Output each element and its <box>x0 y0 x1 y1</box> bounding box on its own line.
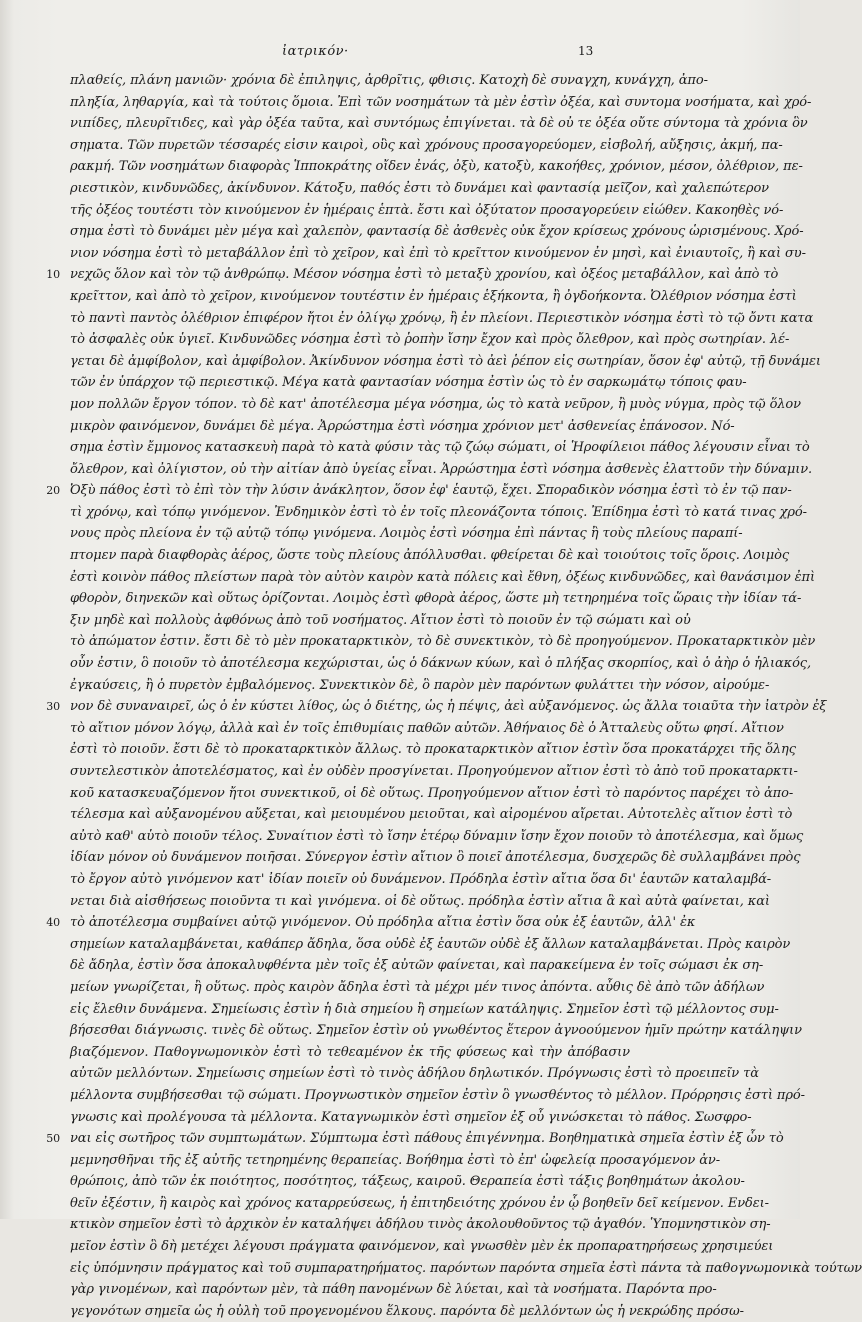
line-text: φθορὸν, διηνεκῶν καὶ οὕτως ὁρίζονται. Λοιμὸς ἐστὶ φθορὰ ἀέρος, ὥστε μὴ τετηρημένα τοῖς ὥραις τὴν ἰδίαν τά- <box>70 591 802 607</box>
line-text: αὐτῶν μελλόντων. Σημείωσις σημείων ἐστὶ τὸ τινὸς ἀδήλου δηλωτικόν. Πρόγνωσις ἐστὶ τὸ προειπεῖν τὰ <box>70 1066 759 1082</box>
line-text: τὸ ἀποτέλεσμα συμβαίνει αὐτῷ γινόμενον. Οὐ πρόδηλα αἴτια ἐστὶν ὅσα οὐκ ἐξ ἑαυτῶν, ἀλλ' ἐκ <box>70 915 696 931</box>
text-line <box>70 804 793 826</box>
text-line <box>70 1279 717 1301</box>
text-line <box>70 221 804 243</box>
text-line <box>70 675 770 697</box>
line-number: 40 <box>46 916 60 930</box>
line-text: μεμνησθῆναι τῆς ἐξ αὐτῆς τετηρημένης θεραπείας. Βοήθημα ἐστὶ τὸ ἐπ' ὠφελείᾳ προσαγόμενον ἀν- <box>70 1152 720 1168</box>
text-line <box>46 480 792 502</box>
line-text: ἰδίαν μόνον οὐ δυνάμενον ποιῆσαι. Σύνεργον ἐστὶν αἴτιον ὃ ποιεῖ ἀποτέλεσμα, δυσχερῶς δὲ συλλαμβάνει πρὸς <box>70 850 801 866</box>
line-text: πτομεν παρὰ διαφθορὰς ἀέρος, ὥστε τοὺς πλείους ἀπόλλυσθαι. φθείρεται δὲ καὶ τοιούτοις τοῖς ὅροις. Λοιμὸς <box>70 548 790 564</box>
text-line <box>70 502 807 524</box>
line-text: βήσεσθαι διάγνωσις. τινὲς δὲ οὕτως. Σημεῖον ἐστὶν οὐ γνωθέντος ἕτερον ἀγνοούμενον ἡμῖν πρώτην κατάληψιν <box>70 1023 802 1039</box>
line-text: ριεστικὸν, κινδυνῶδες, ἀκίνδυνον. Κάτοξυ, παθός ἐστι τὸ δυνάμει καὶ φαντασίᾳ μεῖζον, καὶ χαλεπώτερον <box>70 180 769 196</box>
text-line <box>70 610 691 632</box>
text-line <box>46 264 779 286</box>
text-line <box>70 653 812 675</box>
line-text: νιπίδες, πλευρῖτιδες, καὶ γὰρ ὀξέα ταῦτα, καὶ συντόμως ἐπιγίνεται. τὰ δὲ οὐ τε ὀξέα οὔτε σύντομα τὰ χρόνια ὃν <box>70 116 808 132</box>
line-text: Ὀξὺ πάθος ἐστὶ τὸ ἐπὶ τὸν τὴν λύσιν ἀνάκλητον, ὅσον ἐφ' ἑαυτῷ, ἔχει. Σποραδικὸν νόσημα ἐστὶ τὸ ἐν τῷ παν- <box>70 483 792 499</box>
line-text: ἐγκαύσεις, ἢ ὁ πυρετὸν ἐμβαλόμενος. Συνεκτικὸν δὲ, ὃ παρὸν μὲν παρόντων φυλάττει τὴν νόσον, αἰρούμε- <box>70 677 770 693</box>
line-text: σημα ἐστὶν ἔμμονος κατασκευὴ παρὰ τὸ κατὰ φύσιν τὰς τῷ ζώῳ σώματι, οἱ Ἡροφίλειοι πάθος λέγουσιν εἶναι τὸ <box>70 440 810 456</box>
line-text: νον δὲ συναναιρεῖ, ὡς ὁ ἐν κύστει λίθος, ὡς ὁ διέτης, ὡς ἡ πέψις, ἀεὶ αὐξανόμενος. ὡς ἄλλα τοιαῦτα τὴν ἰατρὸν ἐξ <box>70 699 827 715</box>
line-text: δὲ ἄδηλα, ἐστὶν ὅσα ἀποκαλυφθέντα μὲν τοῖς ἐξ αὐτῶν φαίνεται, καὶ παρακείμενα ἐν τοῖς σώμασι ἐκ ση- <box>70 958 764 974</box>
line-text: νεχῶς ὅλον καὶ τὸν τῷ ἀνθρώπῳ. Μέσον νόσημα ἐστὶ τὸ μεταξὺ χρονίου, καὶ ὀξέος μεταβάλλον, καὶ ἀπὸ τὸ <box>70 267 779 283</box>
line-text: σημείων καταλαμβάνεται, καθάπερ ἄδηλα, ὅσα οὐδὲ ἐξ ἑαυτῶν οὐδὲ ἐξ ἄλλων καταλαμβάνεται. Πρὸς καιρὸν <box>70 936 791 952</box>
line-text: γεγονότων σημεῖα ὡς ἡ οὐλὴ τοῦ προγενομένου ἕλκους. παρόντα δὲ μελλόντων ὡς ἡ νεκρώδης πρόσω- <box>70 1303 744 1319</box>
line-text: γὰρ γινομένων, καὶ παρόντων μὲν, τὰ πάθη πανομένων δὲ λύεται, καὶ τὰ νοσήματα. Παρόντα προ- <box>70 1282 717 1298</box>
line-text: τὶ χρόνῳ, καὶ τόπῳ γινόμενον. Ἐνδημικὸν ἐστὶ τὸ ἐν τοῖς πλεονάζοντα τόποις. Ἐπίδημα ἐστὶ τὸ κατά τινας χρό- <box>70 504 807 520</box>
line-text: ναι εἰς σωτῆρος τῶν συμπτωμάτων. Σύμπτωμα ἐστὶ πάθους ἐπιγέννημα. Βοηθηματικὰ σημεῖα ἐστὶν ἐξ ὧν τὸ <box>70 1131 784 1147</box>
text-line <box>70 783 794 805</box>
running-head: ἰατρικόν· <box>282 44 349 59</box>
text-line <box>70 308 814 330</box>
blank-lower-margin <box>0 920 805 1219</box>
page-number: 13 <box>578 44 594 58</box>
line-text: νους πρὸς πλείονα ἐν τῷ αὐτῷ τόπῳ γινόμενα. Λοιμὸς ἐστὶ νόσημα ἐπὶ πάντας ἢ τοὺς πλείους παραπί- <box>70 526 743 542</box>
text-line <box>70 70 708 92</box>
line-text: νεται διὰ αἰσθήσεως ποιοῦντα τι καὶ γινόμενα. οἱ δὲ οὕτως. πρόδηλα ἐστὶν αἴτια ἃ καὶ αὐτὰ φαίνεται, καὶ <box>70 893 770 909</box>
line-text: μον πολλῶν ἔργον τόπον. τὸ δὲ κατ' ἀποτέλεσμα μέγα νόσημα, ὡς τὸ κατὰ νεῦρον, ἢ μυὸς νύγμα, πρὸς τῷ ὅλον <box>70 396 801 412</box>
line-text: τὸ ἀπώματον ἐστιν. ἔστι δὲ τὸ μὲν προκαταρκτικὸν, τὸ δὲ συνεκτικὸν, τὸ δὲ προηγούμενον. Προκαταρκτικὸν μὲν <box>70 634 816 650</box>
text-line <box>70 1236 774 1258</box>
text-line <box>70 545 790 567</box>
line-text: μεῖον ἐστὶν ὃ δὴ μετέχει λέγουσι πράγματα φαινόμενον, καὶ γνωσθὲν μὲν ἐκ προπαρατηρήσεως χρησιμεύει <box>70 1239 774 1255</box>
line-text: πληξία, ληθαργία, καὶ τὰ τούτοις ὅμοια. Ἐπὶ τῶν νοσημάτων τὰ μὲν ἐστὶν ὀξέα, καὶ συντομα νοσήματα, καὶ χρό- <box>70 94 812 110</box>
line-text: εἰς ἔλεθιν δυνάμενα. Σημείωσις ἐστὶν ἡ διὰ σημείου ἢ σημείων κατάληψις. Σημεῖον ἐστὶ τῷ μέλλοντος συμ- <box>70 1001 779 1017</box>
line-text: τὸ ἔργον αὐτὸ γινόμενον κατ' ἰδίαν ποιεῖν οὐ δυνάμενον. Πρόδηλα ἐστὶν αἴτια ὅσα δι' ἑαυτῶν καταλαμβά- <box>70 871 772 887</box>
page-header <box>0 44 800 64</box>
text-line <box>70 394 801 416</box>
text-line <box>70 351 821 373</box>
text-line <box>70 437 810 459</box>
line-text: εἰς ὑπόμνησιν πράγματος καὶ τοῦ συμπαρατηρήματος. παρόντων παρόντα σημεῖα ἐστὶ πάντα τὰ παθογνωμονικὰ τούτων <box>70 1260 862 1276</box>
line-text: ξιν μηδὲ καὶ πολλοὺς ἀφθόνως ἀπὸ τοῦ νοσήματος. Αἴτιον ἐστὶ τὸ ποιοῦν ἐν τῷ σώματι καὶ οὐ <box>70 612 691 628</box>
line-text: μείων γνωρίζεται, ἢ οὕτως. πρὸς καιρὸν ἄδηλα ἐστὶ τὰ μέχρι μέν τινος ἀπόντα. αὖθις δὲ ἀπὸ τῶν ἀδήλων <box>70 979 765 995</box>
line-text: οὖν ἐστιν, ὃ ποιοῦν τὸ ἀποτέλεσμα κεχώρισται, ὡς ὁ δάκνων κύων, καὶ ὁ πλήξας σκορπίος, καὶ ὁ ἀὴρ ὁ ἡλιακός, <box>70 656 812 672</box>
line-text: τὸ παντὶ παντὸς ὀλέθριον ἐπιφέρον ἤτοι ἐν ὀλίγῳ χρόνῳ, ἢ ἐν πλείονι. Περιεστικὸν νόσημα ἐστὶ τὸ τῷ ὄντι κατα <box>70 310 814 326</box>
line-text: κτικὸν σημεῖον ἐστὶ τὸ ἀρχικὸν ἐν καταλήψει ἀδήλου τινὸς ἀκολουθοῦντος τῷ ἀγαθόν. Ὑπομνηστικὸν ση- <box>70 1217 771 1233</box>
text-line <box>70 92 812 114</box>
line-text: τὸ ἀσφαλὲς οὐκ ὑγιεῖ. Κινδυνῶδες νόσημα ἐστὶ τὸ ῥοπὴν ἴσην ἔχον καὶ πρὸς ὄλεθρον, καὶ πρὸς σωτηρίαν. λέ- <box>70 332 790 348</box>
line-text: συντελεστικὸν ἀποτελέσματος, καὶ ἐν οὐδὲν προσγίνεται. Προηγούμενον αἴτιον ἐστὶ τὸ ἀπὸ τοῦ προκαταρκτι- <box>70 764 798 779</box>
line-text: τὸ αἴτιον μόνον λόγῳ, ἀλλὰ καὶ ἐν τοῖς ἐπιθυμίαις παθῶν αὐτῶν. Ἀθήναιος δὲ ὁ Ἀτταλεὺς οὕτω φησί. Αἴτιον <box>70 720 784 736</box>
line-text: μικρὸν φαινόμενον, δυνάμει δὲ μέγα. Ἀρρώστημα ἐστὶ νόσημα χρόνιον μετ' ἀσθενείας ἐπάνοσον. Νό- <box>70 418 735 434</box>
line-text: πλαθείς, πλάνη μανιῶν· χρόνια δὲ ἐπιληψις, ἀρθρῖτις, φθισις. Κατοχὴ δὲ συναγχη, κυνάγχη, ἀπο- <box>70 73 708 88</box>
text-line <box>70 200 784 222</box>
text-line <box>70 243 806 265</box>
text-line <box>70 567 816 589</box>
line-text: θεῖν ἐξέστιν, ἢ καιρὸς καὶ χρόνος καταρρεύσεως, ἡ ἐπιτηδειότης χρόνου ἐν ᾧ βοηθεῖν δεῖ κείμενον. Ενδει- <box>70 1195 769 1211</box>
text-line <box>70 416 735 438</box>
text-line <box>70 739 796 761</box>
line-number: 50 <box>46 1132 60 1146</box>
text-line <box>70 631 816 653</box>
text-line <box>70 869 772 891</box>
line-text: ρακμή. Τῶν νοσημάτων διαφορὰς Ἱπποκράτης οἴδεν ἐνάς, ὀξὺ, κατοξὺ, κακοήθες, χρόνιον, μέσον, ὀλέθριον, πε- <box>70 159 803 175</box>
line-text: ἐστὶ τὸ ποιοῦν. ἔστι δὲ τὸ προκαταρκτικὸν ἄλλως. τὸ προκαταρκτικὸν αἴτιον ἐστὶν ὅσα προκατάρχει τῆς ὅλης <box>70 742 796 758</box>
line-text: ὄλεθρον, καὶ ὀλίγιστον, οὐ τὴν αἰτίαν ἀπὸ ὑγείας εἶναι. Ἀρρώστημα ἐστὶ νόσημα ἀσθενὲς ἐλαττοῦν τὴν δύναμιν. <box>70 461 813 477</box>
text-line <box>70 718 784 740</box>
text-line <box>70 847 801 869</box>
text-line <box>70 891 770 913</box>
line-text: τέλεσμα καὶ αὐξανομένου αὔξεται, καὶ μειουμένου μειοῦται, καὶ αἰρομένου αἴρεται. Αὐτοτελὲς αἴτιον ἐστὶ τὸ <box>70 807 793 823</box>
line-text: νιον νόσημα ἐστὶ τὸ μεταβάλλον ἐπὶ τὸ χεῖρον, καὶ ἐπὶ τὸ κρεῖττον κινούμενον ἐν μησὶ, καὶ ἐνιαυτοῖς, ἢ καὶ συ- <box>70 245 806 261</box>
text-line <box>70 761 798 783</box>
text-line <box>70 156 803 178</box>
line-text: τῶν ἐν ὑπάρχον τῷ περιεστικῷ. Μέγα κατὰ φαντασίαν νόσημα ἐστὶν ὡς τὸ ἐν σαρκωμάτῳ τόποις φαυ- <box>70 375 747 391</box>
text-line <box>70 459 813 481</box>
line-text: σημα ἐστὶ τὸ δυνάμει μὲν μέγα καὶ χαλεπὸν, φαντασίᾳ δὲ ἀσθενὲς οὐκ ἔχον κρίσεως χρόνους ὡρισμένους. Χρό- <box>70 224 804 240</box>
text-line <box>70 523 743 545</box>
line-number: 20 <box>46 484 60 498</box>
line-text: ἐστὶ κοινὸν πάθος πλείστων παρὰ τὸν αὐτὸν καιρὸν κατὰ πόλεις καὶ ἔθνη, ὀξέως κινδυνῶδες, καὶ θανάσιμον ἐπὶ <box>70 569 816 585</box>
text-line <box>70 113 808 135</box>
text-line <box>70 826 804 848</box>
line-text: θρώποις, ἀπὸ τῶν ἐκ ποιότητος, ποσότητος, τάξεως, καιροῦ. Θεραπεία ἐστὶ τάξις βοηθημάτων ἀκολου- <box>70 1174 745 1190</box>
line-text: βιαζόμενον. Παθογνωμονικὸν ἐστὶ τὸ τεθεαμένον ἐκ τῆς φύσεως καὶ τὴν ἀπόβασιν <box>70 1044 630 1060</box>
line-number: 30 <box>46 700 60 714</box>
line-text: γνωσις καὶ προλέγουσα τὰ μέλλοντα. Καταγνωμικὸν ἐστὶ σημεῖον ἐξ οὗ γινώσκεται τὸ πάθος. Σωσφρο- <box>70 1109 752 1125</box>
text-line <box>70 372 747 394</box>
line-text: γεται δὲ ἀμφίβολον, καὶ ἀμφίβολον. Ἀκίνδυνον νόσημα ἐστὶ τὸ ἀεὶ ῥέπον εἰς σωτηρίαν, ὅσον ἐφ' αὐτῷ, τῇ δυνάμει <box>70 353 821 369</box>
line-text: μέλλοντα συμβήσεσθαι τῷ σώματι. Προγνωστικὸν σημεῖον ἐστὶν ὃ γνωσθέντος τὸ μέλλον. Πρόρρησις ἐστὶ πρό- <box>70 1087 805 1103</box>
text-line <box>70 588 802 610</box>
text-line <box>70 1301 744 1322</box>
text-line <box>70 286 797 308</box>
text-line <box>70 329 790 351</box>
text-line <box>70 135 783 157</box>
line-text: κοῦ κατασκευαζόμενον ἤτοι συνεκτικοῦ, οἱ δὲ οὕτως. Προηγούμενον αἴτιον ἐστὶ τὸ παρόντος παρέχει τὸ ἀπο- <box>70 785 794 801</box>
line-text: κρεῖττον, καὶ ἀπὸ τὸ χεῖρον, κινούμενον τουτέστιν ἐν ἡμέραις ἑξήκοντα, ἢ ὀγδοήκοντα. Ὀλέθριον νόσημα ἐστὶ <box>70 288 797 304</box>
text-line <box>46 696 827 718</box>
line-text: αὐτὸ καθ' αὑτὸ ποιοῦν τέλος. Συναίτιον ἐστὶ τὸ ἴσην ἑτέρῳ δύναμιν ἴσην ἔχον ποιοῦν τὸ ἀποτέλεσμα, καὶ ὅμως <box>70 828 804 844</box>
text-line <box>70 1258 862 1280</box>
line-text: τῆς ὀξέος τουτέστι τὸν κινούμενον ἐν ἡμέραις ἑπτὰ. ἔστι καὶ ὀξύτατον προσαγορεύειν εἰώθεν. Κακοηθὲς νό- <box>70 202 784 218</box>
line-text: σηματα. Τῶν πυρετῶν τέσσαρές εἰσιν καιροὶ, οὓς καὶ χρόνους προσαγορεύομεν, εἰσβολή, αὔξησις, ἀκμή, πα- <box>70 137 783 153</box>
line-number: 10 <box>46 268 60 282</box>
text-line <box>70 178 769 200</box>
